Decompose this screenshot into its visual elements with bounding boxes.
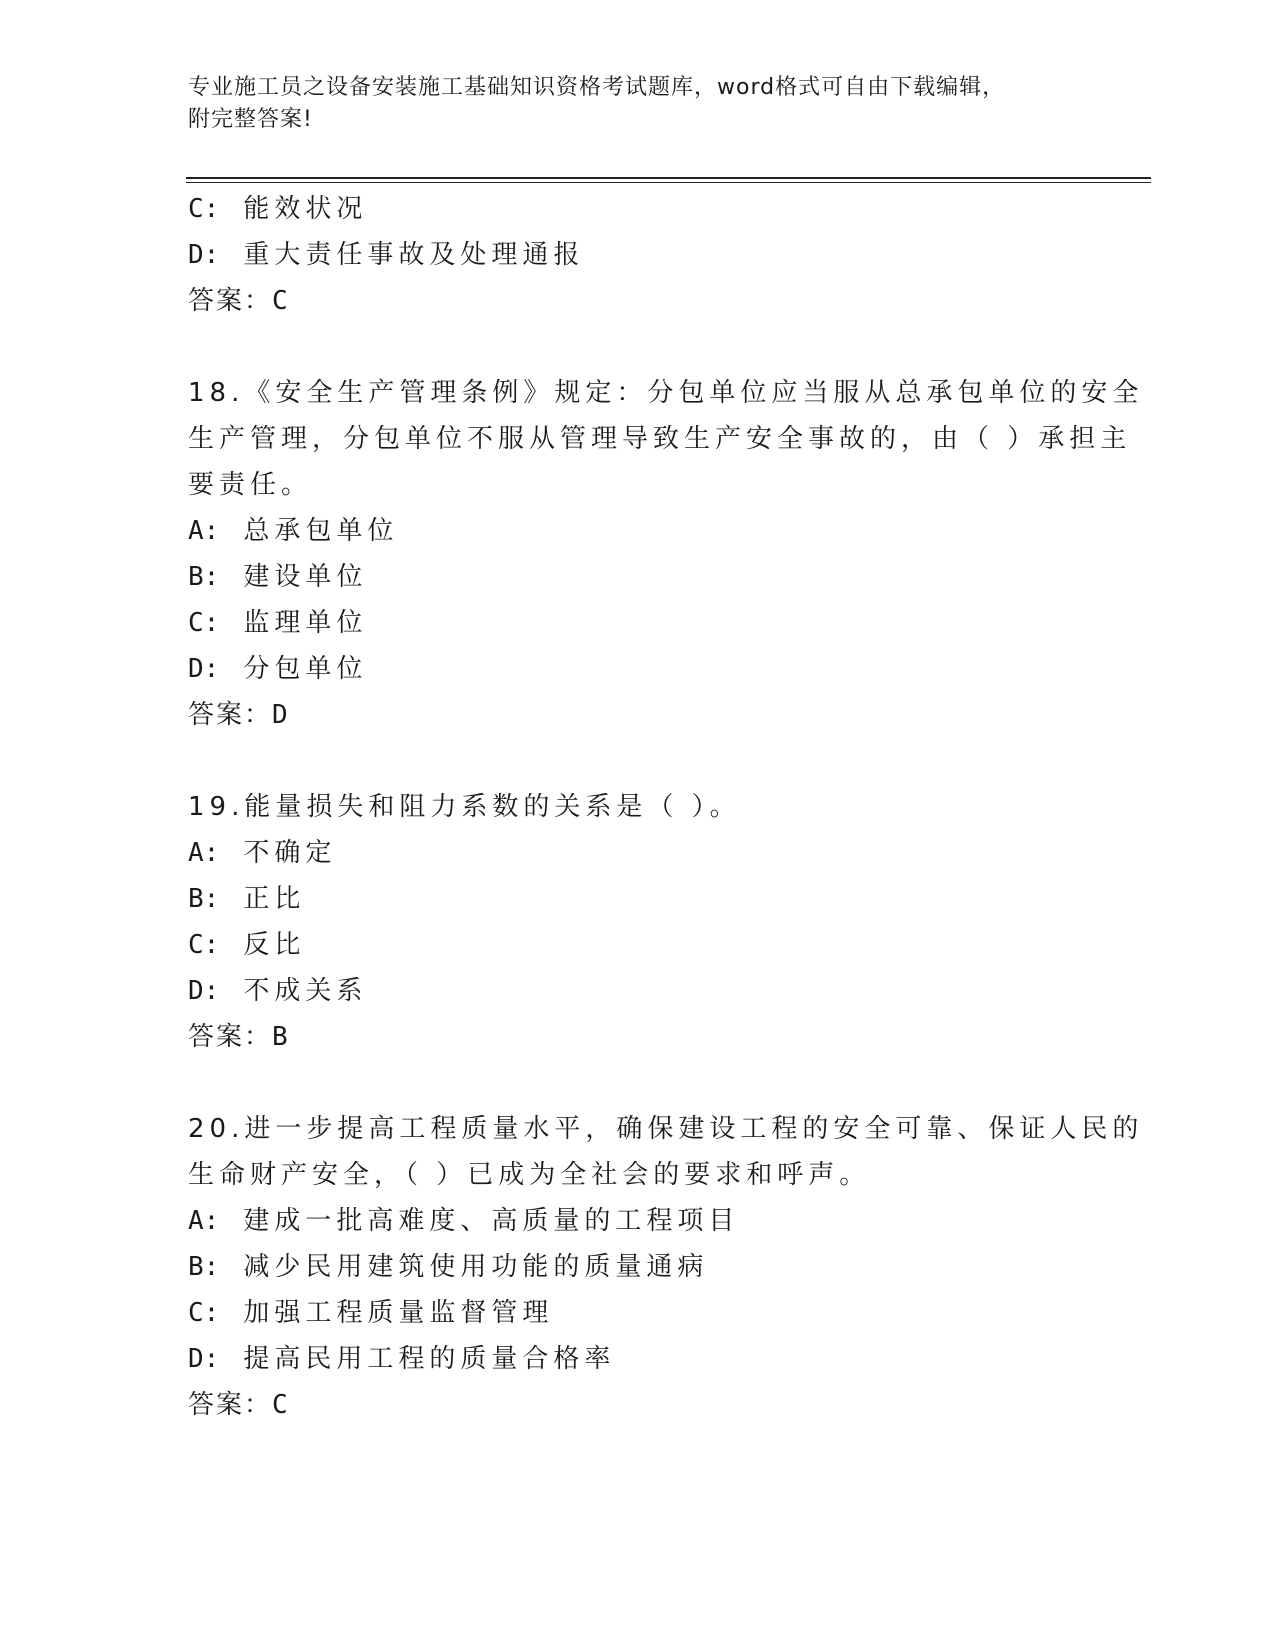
question-19 [188,784,1088,1060]
option-d: D: 重大责任事故及处理通报 [188,240,585,270]
header-line-2: 附完整答案! [188,107,313,132]
question-text: 19.能量损失和阻力系数的关系是（ ）。 [188,792,741,822]
header-line-1: 专业施工员之设备安装施工基础知识资格考试题库，word格式可自由下载编辑， [188,75,1006,100]
question-list [188,186,1144,1428]
option-b: B: 建设单位 [188,562,368,592]
answer-line: 答案：C [188,1390,290,1420]
page-header [188,72,1068,136]
header-divider [186,177,1151,183]
option-d: D: 分包单位 [188,654,368,684]
continued-question [188,186,1088,324]
question-20 [188,1106,1144,1428]
question-text: 20.进一步提高工程质量水平，确保建设工程的安全可靠、保证人民的 生命财产安全，（ ）已成为全社会的要求和呼声。 [188,1114,1144,1190]
option-a: A: 建成一批高难度、高质量的工程项目 [188,1206,740,1236]
option-b: B: 减少民用建筑使用功能的质量通病 [188,1252,709,1282]
answer-line: 答案：B [188,1022,290,1052]
question-18 [188,370,1144,738]
option-b: B: 正比 [188,884,306,914]
option-c: C: 监理单位 [188,608,368,638]
option-c: C: 加强工程质量监督管理 [188,1298,554,1328]
option-c: C: 能效状况 [188,194,368,224]
option-d: D: 不成关系 [188,976,368,1006]
question-text: 18.《安全生产管理条例》规定：分包单位应当服从总承包单位的安全 生产管理，分包单位不服从管理导致生产安全事故的，由（ ）承担主 要责任。 [188,378,1144,500]
option-d: D: 提高民用工程的质量合格率 [188,1344,616,1374]
answer-line: 答案：C [188,286,290,316]
answer-line: 答案：D [188,700,290,730]
option-c: C: 反比 [188,930,306,960]
option-a: A: 总承包单位 [188,516,399,546]
option-a: A: 不确定 [188,838,337,868]
